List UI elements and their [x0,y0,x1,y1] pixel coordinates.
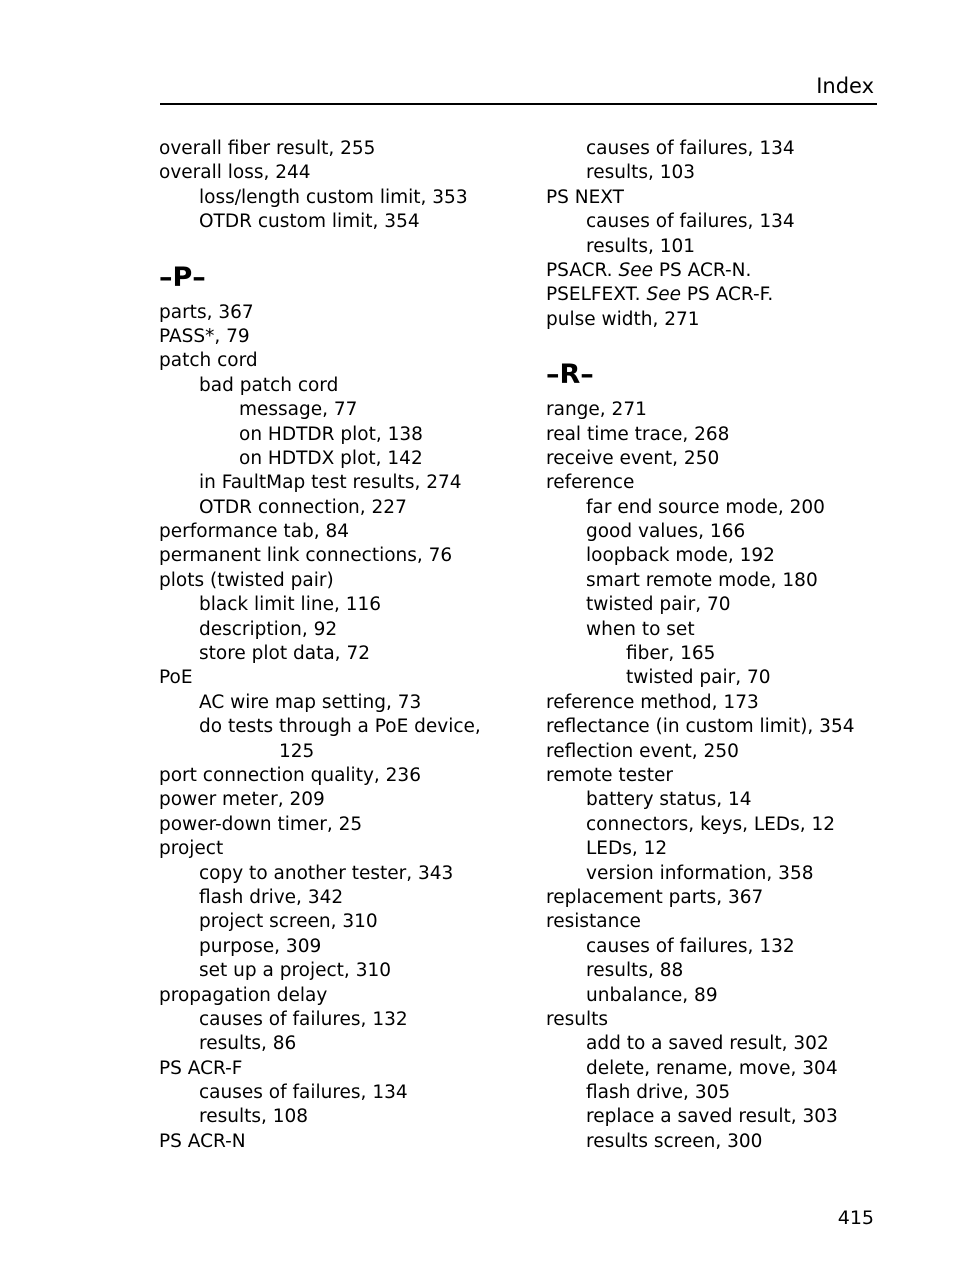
index-entry: port connection quality, 236 [159,764,421,786]
index-entry: overall loss, 244 [159,162,311,184]
index-entry-see: PSELFEXT. See PS ACR-F. [546,284,774,306]
index-subentry: on HDTDR plot, 138 [239,423,423,445]
index-subentry: good values, 166 [586,521,746,543]
index-subentry: battery status, 14 [586,789,752,811]
index-entry: replacement parts, 367 [546,886,764,908]
index-entry: reflection event, 250 [546,740,739,762]
index-subentry: black limit line, 116 [199,594,382,616]
index-subentry: description, 92 [199,618,338,640]
page-number: 415 [837,1207,874,1229]
index-entry: range, 271 [546,399,647,421]
index-group-r [546,398,946,1154]
index-subentry: project screen, 310 [199,911,378,933]
index-subentry: twisted pair, 70 [586,594,731,616]
index-subentry: results, 108 [199,1106,309,1128]
section-heading-p: –P– [159,261,206,293]
index-subentry: twisted pair, 70 [626,667,771,689]
index-subentry: replace a saved result, 303 [586,1106,838,1128]
index-subentry: causes of failures, 134 [199,1082,408,1104]
index-subentry: far end source mode, 200 [586,496,825,518]
index-entry: PS ACR-F [159,1057,243,1079]
index-entry: plots (twisted pair) [159,569,334,591]
index-entry: PASS*, 79 [159,325,250,347]
index-entry: power meter, 209 [159,789,325,811]
index-subentry: results, 101 [586,235,696,257]
index-entry: reference method, 173 [546,691,759,713]
index-subentry: store plot data, 72 [199,643,370,665]
index-entry: performance tab, 84 [159,521,349,543]
index-entry: project [159,838,224,860]
index-entry: parts, 367 [159,301,254,323]
index-subentry: version information, 358 [586,862,814,884]
index-entry: results [546,1008,608,1030]
index-subentry: 125 [279,740,315,762]
index-entry: reference [546,472,635,494]
index-subentry: LEDs, 12 [586,838,668,860]
index-subentry: causes of failures, 132 [199,1008,408,1030]
index-entry: permanent link connections, 76 [159,545,453,567]
index-entry: PoE [159,667,193,689]
index-subentry: causes of failures, 134 [586,138,795,159]
index-subentry: OTDR custom limit, 354 [199,211,420,233]
index-subentry: causes of failures, 134 [586,211,795,233]
index-subentry: copy to another tester, 343 [199,862,454,884]
index-entry: propagation delay [159,984,328,1006]
index-entry: receive event, 250 [546,447,720,469]
index-subentry: on HDTDX plot, 142 [239,447,423,469]
index-subentry: purpose, 309 [199,935,322,957]
index-group-o [159,137,539,235]
index-entry: power-down timer, 25 [159,813,363,835]
index-group-p-continued [546,137,946,259]
index-subentry: smart remote mode, 180 [586,569,818,591]
index-subentry: delete, rename, move, 304 [586,1057,838,1079]
header-rule [160,103,877,105]
index-entry: PS NEXT [546,186,624,208]
index-subentry: results, 103 [586,162,696,184]
index-column-right [546,137,946,1154]
index-subentry: set up a project, 310 [199,960,392,982]
index-group-p [159,301,539,1155]
index-subentry: causes of failures, 132 [586,935,795,957]
index-subentry: flash drive, 305 [586,1082,731,1104]
index-entry: PS ACR-N [159,1130,246,1152]
index-entry: resistance [546,911,641,933]
index-subentry: fiber, 165 [626,643,716,665]
index-subentry: add to a saved result, 302 [586,1033,829,1055]
index-subentry: results screen, 300 [586,1130,763,1152]
index-subentry: when to set [586,618,695,640]
index-subentry: bad patch cord [199,374,339,396]
index-subentry: loopback mode, 192 [586,545,775,567]
index-subentry: loss/length custom limit, 353 [199,186,468,208]
index-subentry: flash drive, 342 [199,886,344,908]
index-subentry: unbalance, 89 [586,984,718,1006]
index-entry: remote tester [546,764,673,786]
index-subentry: AC wire map setting, 73 [199,691,422,713]
index-entry-see: PSACR. See PS ACR-N. [546,259,752,281]
index-subentry: in FaultMap test results, 274 [199,472,462,494]
index-entry: overall fiber result, 255 [159,138,376,159]
page-header-title: Index [816,74,874,98]
index-subentry: results, 88 [586,960,684,982]
section-heading-r: –R– [546,359,594,391]
index-column-left [159,137,539,1154]
index-subentry: connectors, keys, LEDs, 12 [586,813,836,835]
index-subentry: results, 86 [199,1033,297,1055]
index-entry: real time trace, 268 [546,423,730,445]
index-subentry: message, 77 [239,399,358,421]
index-subentry: do tests through a PoE device, [199,716,481,738]
index-entry: patch cord [159,350,258,372]
index-entry: pulse width, 271 [546,308,700,330]
index-subentry: OTDR connection, 227 [199,496,407,518]
index-entry: reflectance (in custom limit), 354 [546,716,855,738]
